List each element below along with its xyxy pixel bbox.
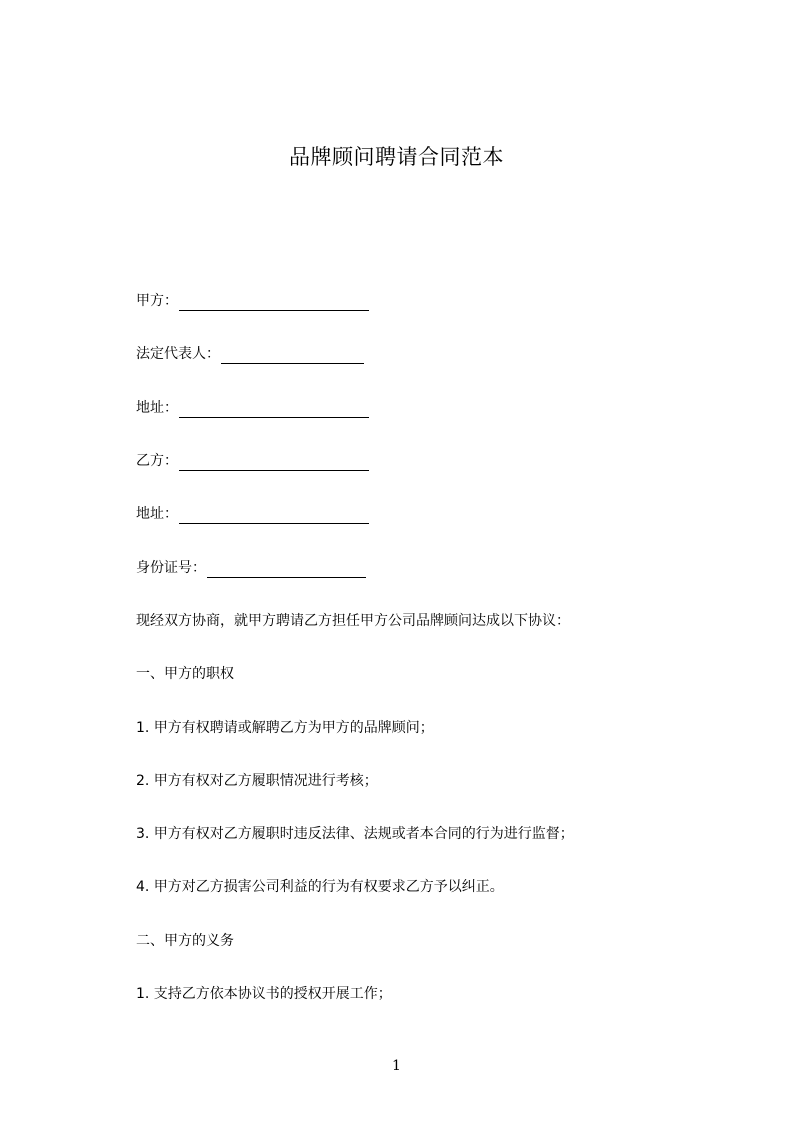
section-1-item: 1. 甲方有权聘请或解聘乙方为甲方的品牌顾问； xyxy=(136,720,434,736)
party-a-label: 甲方： xyxy=(136,293,178,309)
party-a-field xyxy=(136,291,369,311)
section-2-item: 1. 支持乙方依本协议书的授权开展工作； xyxy=(136,986,392,1002)
party-a-address-field xyxy=(136,398,369,418)
section-1-item: 4. 甲方对乙方损害公司利益的行为有权要求乙方予以纠正。 xyxy=(136,879,504,895)
id-number-label: 身份证号： xyxy=(136,560,206,576)
party-b-blank xyxy=(179,454,369,471)
id-number-field xyxy=(136,558,366,578)
legal-representative-field xyxy=(136,344,364,364)
legal-representative-blank xyxy=(221,347,364,364)
party-a-address-blank xyxy=(179,401,369,418)
party-a-address-label: 地址： xyxy=(136,400,178,416)
party-b-address-field xyxy=(136,504,369,524)
section-2-heading: 二、甲方的义务 xyxy=(136,933,234,949)
document-title: 品牌顾问聘请合同范本 xyxy=(289,145,504,169)
section-1-item: 3. 甲方有权对乙方履职时违反法律、法规或者本合同的行为进行监督； xyxy=(136,826,574,842)
party-b-address-label: 地址： xyxy=(136,506,178,522)
intro-paragraph: 现经双方协商，就甲方聘请乙方担任甲方公司品牌顾问达成以下协议： xyxy=(136,613,570,629)
id-number-blank xyxy=(207,561,366,578)
legal-representative-label: 法定代表人： xyxy=(136,346,220,362)
party-b-label: 乙方： xyxy=(136,453,178,469)
page-number: 1 xyxy=(392,1058,401,1074)
section-1-item: 2. 甲方有权对乙方履职情况进行考核； xyxy=(136,773,378,789)
party-b-field xyxy=(136,451,369,471)
party-b-address-blank xyxy=(179,507,369,524)
section-1-heading: 一、甲方的职权 xyxy=(136,666,234,682)
party-a-blank xyxy=(179,294,369,311)
